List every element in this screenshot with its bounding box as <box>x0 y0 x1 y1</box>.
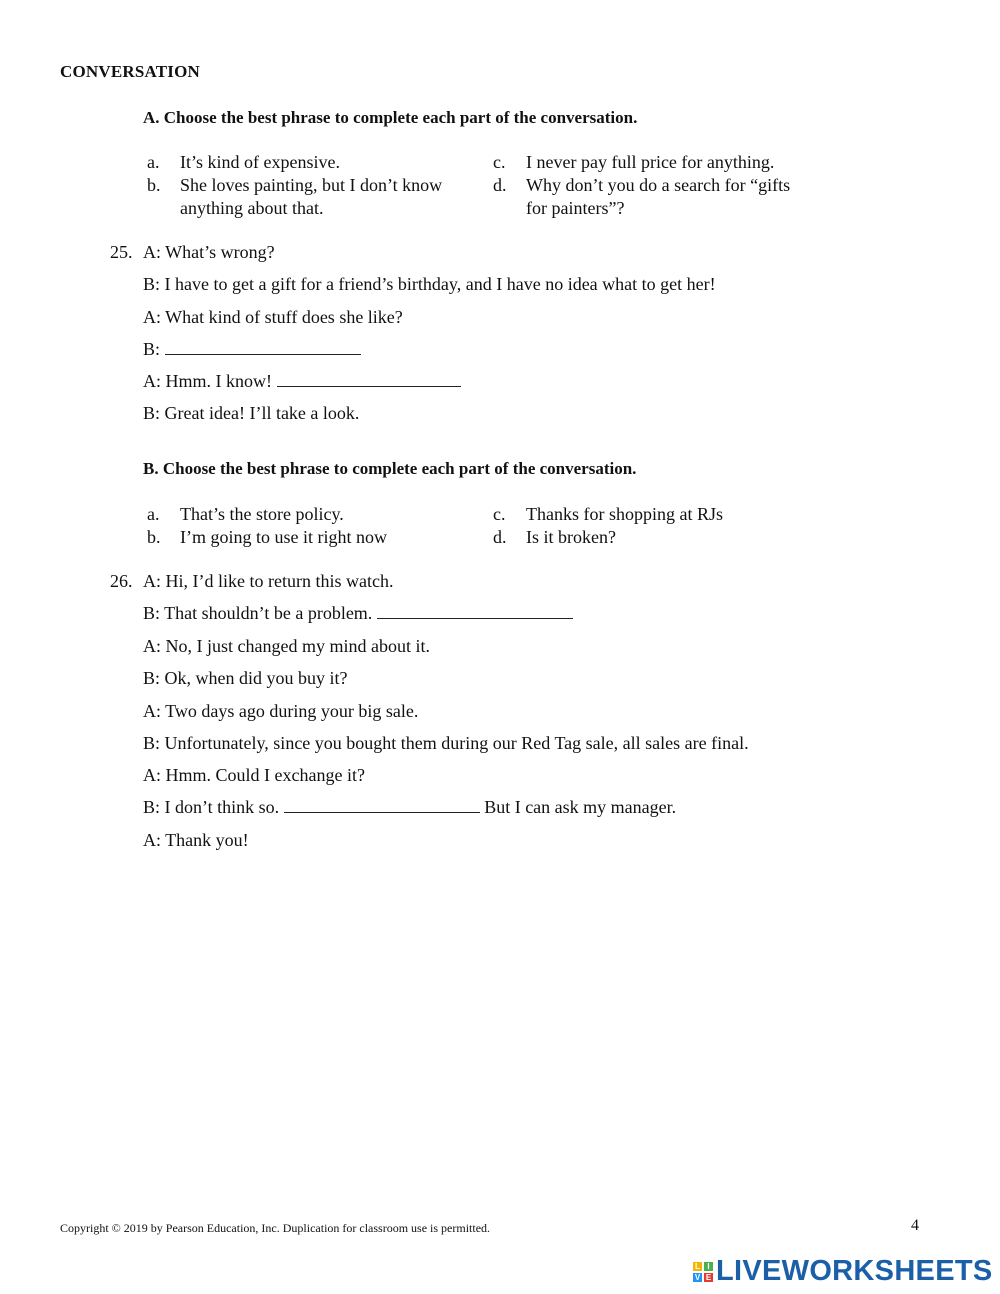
section-b-instruction: B. Choose the best phrase to complete each part of the conversation. <box>143 459 637 478</box>
dialogue-text: A: What’s wrong? <box>143 242 275 262</box>
option-text-continued: anything about that. <box>180 198 324 218</box>
option-text: Thanks for shopping at RJs <box>526 504 723 524</box>
section-a-instruction: A. Choose the best phrase to complete each part of the conversation. <box>143 108 638 127</box>
dialogue-line <box>143 733 749 754</box>
page-number: 4 <box>911 1217 919 1234</box>
dialogue-text: B: Unfortunately, since you bought them during our Red Tag sale, all sales are final. <box>143 733 749 753</box>
question-number-26: 26. <box>110 571 133 591</box>
dialogue-line <box>143 307 403 328</box>
dialogue-line <box>143 830 249 851</box>
dialogue-text: A: What kind of stuff does she like? <box>143 307 403 327</box>
section-a-option-b <box>147 174 477 222</box>
dialogue-line <box>143 603 573 624</box>
section-b-option-b <box>147 526 477 550</box>
answer-blank-26-1[interactable] <box>377 604 573 619</box>
copyright-notice: Copyright © 2019 by Pearson Education, Inc. Duplication for classroom use is permitted. <box>60 1221 491 1235</box>
option-text: I’m going to use it right now <box>180 527 387 547</box>
option-letter: d. <box>493 527 507 547</box>
dialogue-line <box>143 668 348 689</box>
dialogue-text: A: Hmm. I know! <box>143 371 277 391</box>
option-text: Why don’t you do a search for “gifts <box>526 175 791 195</box>
dialogue-line <box>143 571 393 592</box>
dialogue-text: A: Hmm. Could I exchange it? <box>143 765 365 785</box>
dialogue-text: A: Thank you! <box>143 830 249 850</box>
option-letter: b. <box>147 175 161 195</box>
dialogue-text-after: But I can ask my manager. <box>479 797 677 817</box>
option-text: That’s the store policy. <box>180 504 344 524</box>
question-number-25: 25. <box>110 242 133 262</box>
logo-tile: E <box>705 1272 712 1282</box>
dialogue-line <box>143 797 676 818</box>
dialogue-text: B: That shouldn’t be a problem. <box>143 603 377 623</box>
option-text: It’s kind of expensive. <box>180 152 340 172</box>
logo-tile-grid-icon <box>693 1262 713 1282</box>
liveworksheets-logo <box>693 1255 993 1288</box>
section-b-option-c <box>493 503 833 527</box>
section-a-option-c <box>493 151 833 175</box>
logo-tile: V <box>694 1272 701 1282</box>
dialogue-line <box>143 242 275 263</box>
section-b-option-a <box>147 503 477 527</box>
logo-text: LIVEWORKSHEETS <box>716 1255 993 1287</box>
option-letter: a. <box>147 504 160 524</box>
option-text-continued: for painters”? <box>526 198 625 218</box>
page-heading: CONVERSATION <box>60 62 200 81</box>
dialogue-text: A: Two days ago during your big sale. <box>143 701 419 721</box>
option-letter: c. <box>493 152 506 172</box>
dialogue-text: B: <box>143 339 165 359</box>
answer-blank-25-1[interactable] <box>165 340 361 355</box>
dialogue-text: B: I don’t think so. <box>143 797 284 817</box>
dialogue-line <box>143 339 361 360</box>
dialogue-text: A: Hi, I’d like to return this watch. <box>143 571 394 591</box>
option-text: She loves painting, but I don’t know <box>180 175 443 195</box>
option-letter: a. <box>147 152 160 172</box>
option-letter: b. <box>147 527 161 547</box>
option-letter: d. <box>493 175 507 195</box>
section-a-option-a <box>147 151 477 175</box>
answer-blank-25-2[interactable] <box>277 372 461 387</box>
dialogue-line <box>143 765 365 786</box>
dialogue-line <box>143 274 716 295</box>
option-text: I never pay full price for anything. <box>526 152 775 172</box>
answer-blank-26-2[interactable] <box>284 798 480 813</box>
dialogue-line <box>143 371 461 392</box>
logo-tile: L <box>693 1262 702 1271</box>
dialogue-text: B: Ok, when did you buy it? <box>143 668 348 688</box>
dialogue-text: B: I have to get a gift for a friend’s birthday, and I have no idea what to get her! <box>143 274 716 294</box>
section-a-option-d <box>493 174 833 222</box>
section-b-option-d <box>493 526 833 550</box>
dialogue-line <box>143 636 430 657</box>
dialogue-line <box>143 701 418 722</box>
logo-tile: I <box>704 1262 713 1271</box>
option-text: Is it broken? <box>526 527 616 547</box>
dialogue-line <box>143 403 359 424</box>
dialogue-text: A: No, I just changed my mind about it. <box>143 636 430 656</box>
dialogue-text: B: Great idea! I’ll take a look. <box>143 403 360 423</box>
option-letter: c. <box>493 504 506 524</box>
